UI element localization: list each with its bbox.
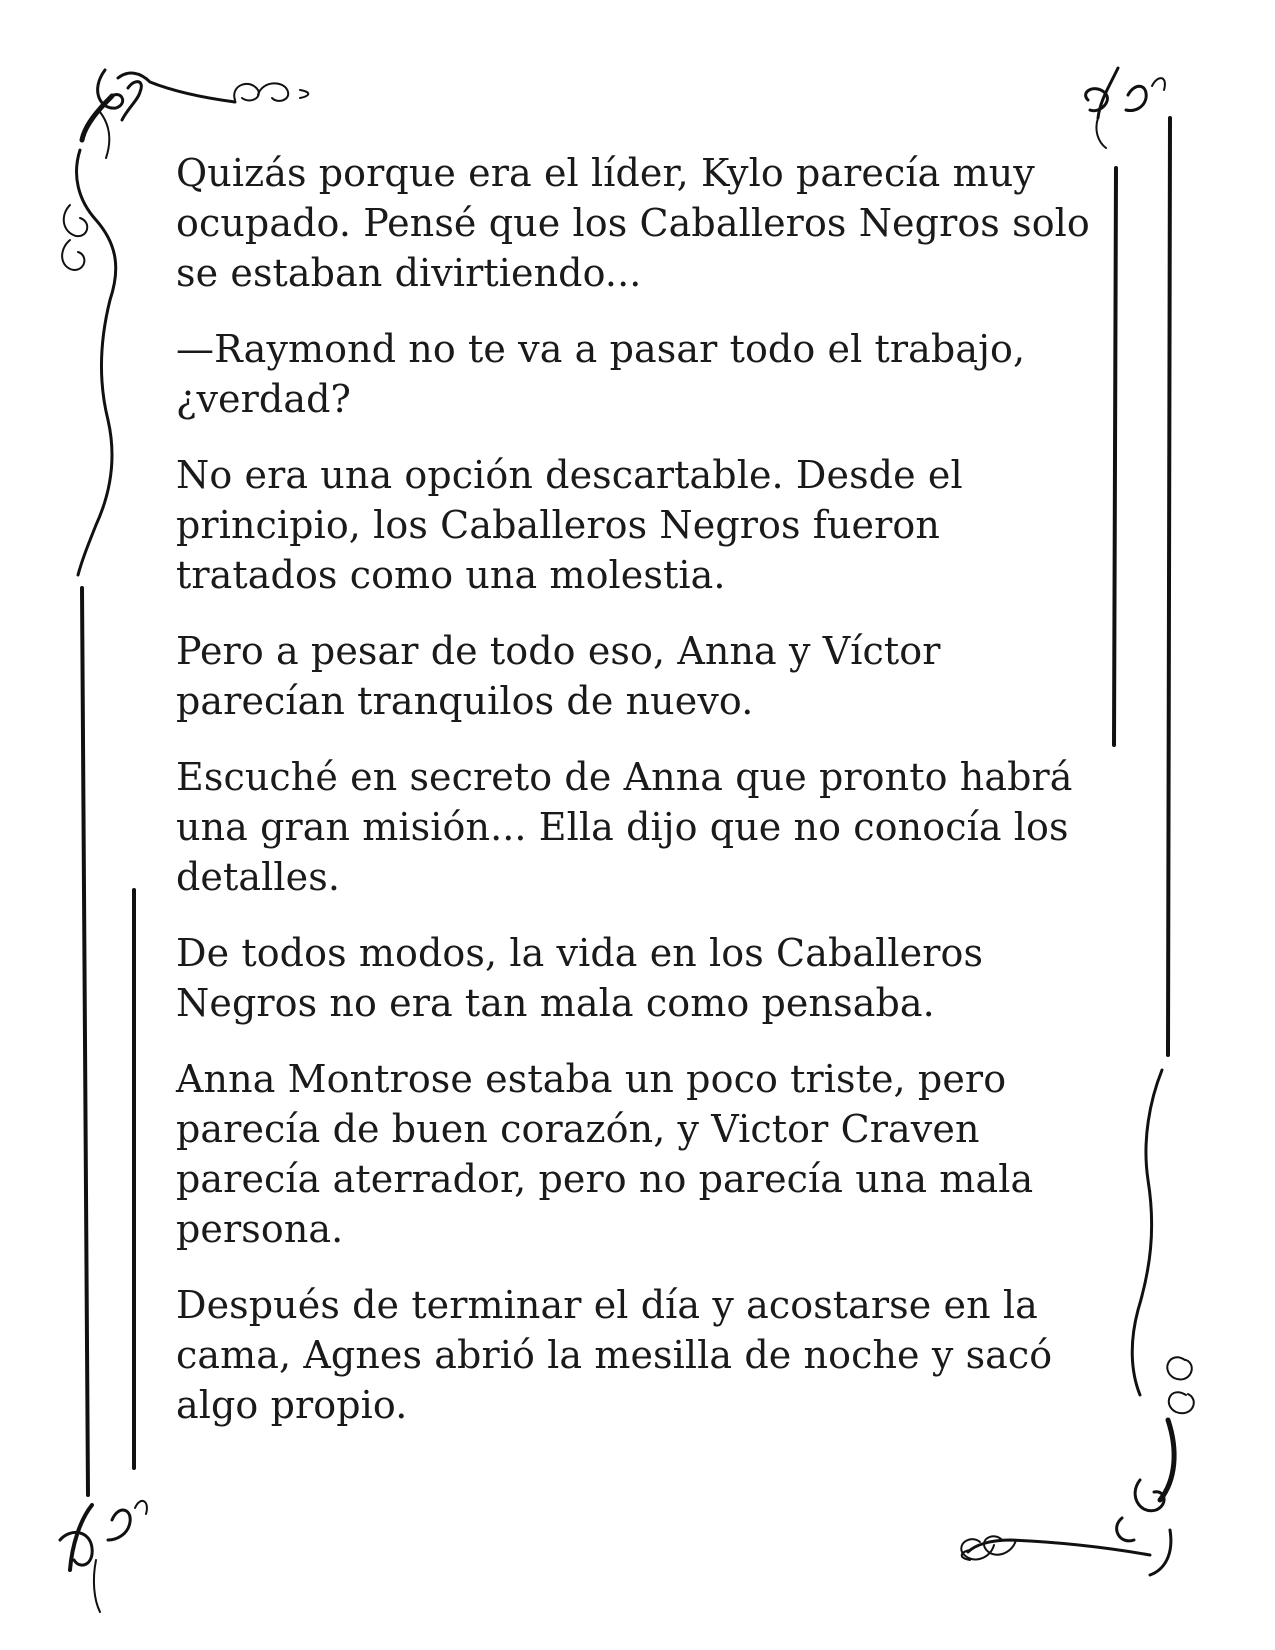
paragraph-7: Anna Montrose estaba un poco triste, pero parecía de buen corazón, y Victor Craven parecía aterrador, pero no parecía una mala persona. <box>176 1057 1034 1251</box>
left-border-line <box>82 588 88 1495</box>
right-border-line <box>1168 118 1170 1055</box>
ornamental-border-bottom-left <box>60 1501 147 1612</box>
ornamental-border-top-right <box>1086 68 1165 148</box>
paragraph-2: —Raymond no te va a pasar todo el trabajo, ¿verdad? <box>176 327 1026 421</box>
paragraph-6: De todos modos, la vida en los Caballeros Negros no era tan mala como pensaba. <box>176 931 984 1025</box>
page-text <box>176 148 1096 1456</box>
paragraph-8: Después de terminar el día y acostarse en la cama, Agnes abrió la mesilla de noche y sacó algo propio. <box>176 1283 1053 1427</box>
right-border-line-inner <box>1114 168 1116 745</box>
paragraph-5: Escuché en secreto de Anna que pronto habrá una gran misión... Ella dijo que no conocía los detalles. <box>176 755 1073 899</box>
paragraph-1: Quizás porque era el líder, Kylo parecía muy ocupado. Pensé que los Caballeros Negros solo se estaban divirtiendo... <box>176 151 1090 295</box>
paragraph-4: Pero a pesar de todo eso, Anna y Víctor parecían tranquilos de nuevo. <box>176 629 941 723</box>
paragraph-3: No era una opción descartable. Desde el principio, los Caballeros Negros fueron tratados como una molestia. <box>176 453 963 597</box>
